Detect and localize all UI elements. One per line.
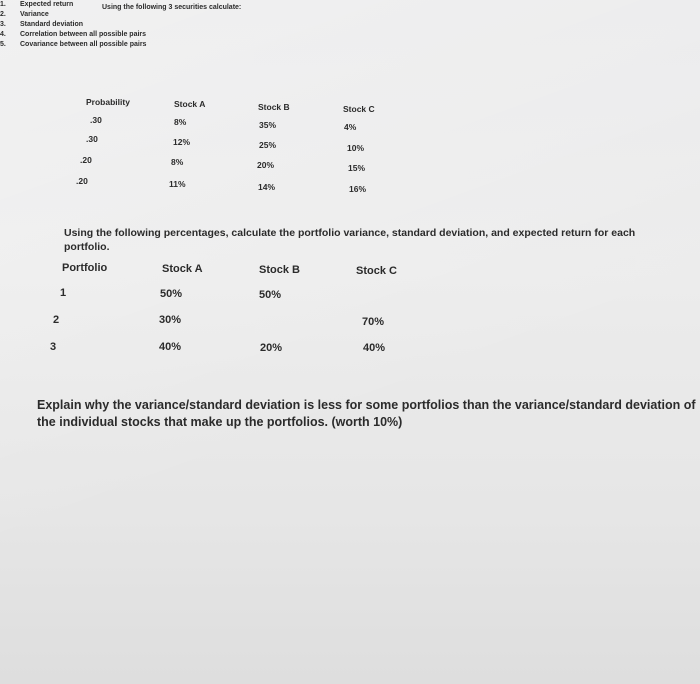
table-cell: 12%: [173, 137, 191, 147]
list-item: 3. Standard deviation: [0, 21, 84, 28]
table-cell: 3: [50, 341, 57, 353]
table-header: Stock C: [343, 104, 375, 114]
table-cell: 50%: [160, 288, 183, 300]
list-item: 4. Correlation between all possible pairs: [0, 31, 147, 38]
table-cell: 2: [53, 314, 60, 326]
table-cell: .30: [86, 134, 98, 144]
table-cell: 10%: [347, 143, 365, 153]
table-cell: 35%: [259, 120, 277, 130]
table-cell: 8%: [174, 117, 187, 127]
table-cell: 8%: [171, 157, 184, 167]
table-cell: 20%: [260, 342, 283, 354]
essay-question: Explain why the variance/standard deviation is less for some portfolios than the variance/standard deviation of the individual stocks that make up the portfolios. (worth 10%): [37, 398, 696, 429]
table-cell: .30: [90, 115, 102, 125]
list-item: 2. Variance: [0, 11, 49, 18]
table-cell: .20: [76, 176, 88, 186]
table-header: Stock A: [162, 263, 203, 275]
list-item: 5. Covariance between all possible pairs: [0, 41, 147, 48]
table-cell: 40%: [363, 342, 386, 354]
table-cell: 16%: [349, 184, 367, 194]
table-cell: 25%: [259, 140, 277, 150]
table-header: Probability: [86, 97, 130, 107]
table-cell: 50%: [259, 289, 282, 301]
table-header: Stock B: [258, 102, 290, 112]
table-cell: 4%: [344, 122, 357, 132]
table-cell: .20: [80, 155, 92, 165]
table-cell: 40%: [159, 341, 182, 353]
table-cell: 20%: [257, 160, 275, 170]
table-header: Stock B: [259, 264, 300, 276]
table-cell: 14%: [258, 182, 276, 192]
table-cell: 11%: [169, 179, 186, 189]
table-cell: 30%: [159, 314, 182, 326]
table-header: Stock C: [356, 265, 397, 277]
table-header: Stock A: [174, 99, 206, 109]
table-cell: 70%: [362, 316, 385, 328]
portfolio-instructions: Using the following percentages, calculate the portfolio variance, standard deviation, and expected return for each portfolio.: [64, 227, 636, 253]
list-item: 1. Expected return: [0, 1, 74, 8]
table-header: Portfolio: [62, 262, 108, 274]
table-cell: 15%: [348, 163, 366, 173]
table-cell: 1: [60, 287, 67, 299]
intro-text: Using the following 3 securities calculate:: [102, 4, 242, 11]
